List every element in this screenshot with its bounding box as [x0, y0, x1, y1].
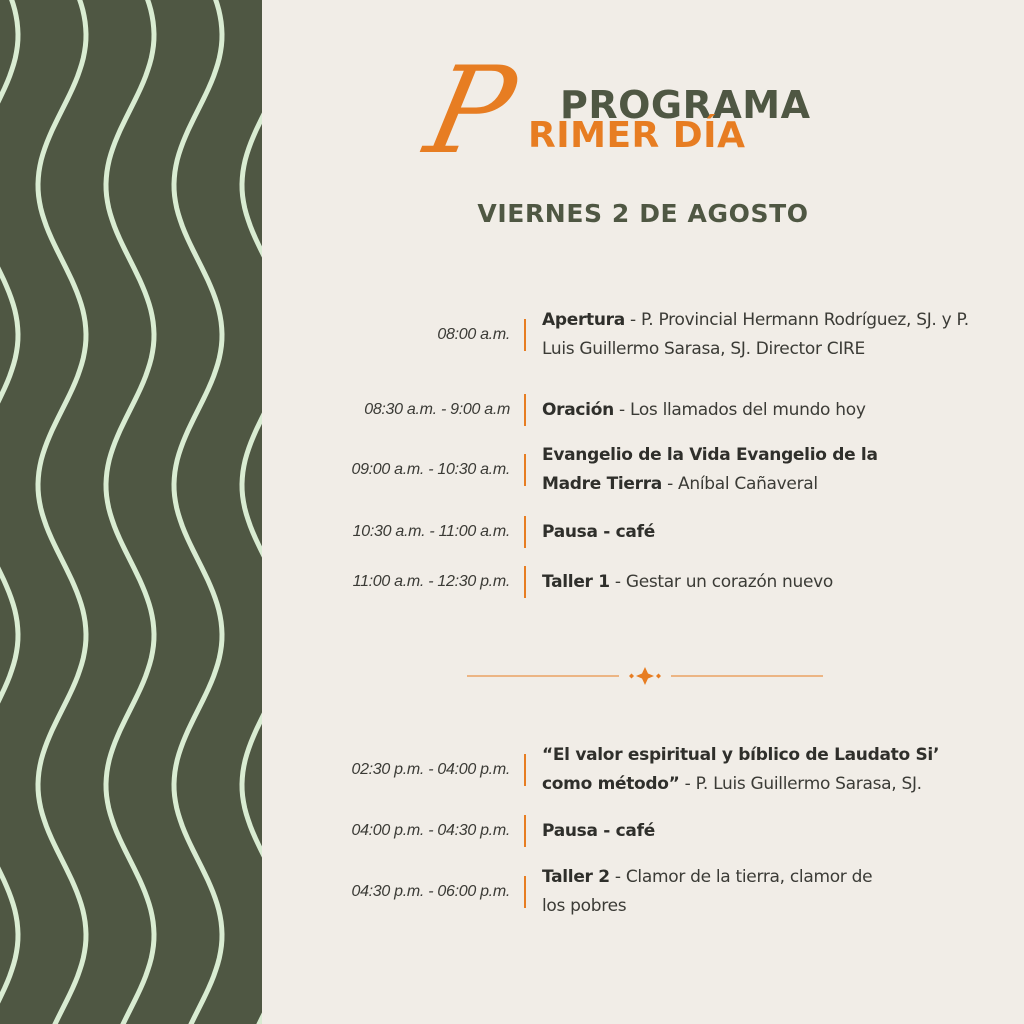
- wave-pattern-panel: [0, 0, 262, 1024]
- wave-line: [174, 0, 222, 1024]
- row-title: Pausa - café: [542, 521, 655, 542]
- row-detail: Aníbal Cañaveral: [678, 474, 818, 494]
- row-separator: -: [609, 867, 626, 887]
- wave-line: [242, 0, 262, 1024]
- schedule-row: [262, 567, 1024, 597]
- row-separator: -: [679, 774, 696, 794]
- row-description: [542, 396, 972, 425]
- row-title: “El valor espiritual y bíblico de Laudato Si’ como método”: [542, 745, 940, 794]
- row-description: [542, 568, 972, 597]
- row-title: Pausa - café: [542, 820, 655, 841]
- row-description: [542, 441, 914, 499]
- row-detail: Clamor de la tierra, clamor de los pobres: [542, 867, 873, 916]
- schedule-row: [262, 741, 1024, 799]
- row-separator: -: [661, 474, 679, 494]
- row-divider-bar: [524, 566, 526, 598]
- row-detail: Gestar un corazón nuevo: [625, 571, 833, 592]
- row-time: 08:00 a.m.: [437, 326, 510, 343]
- event-date: VIERNES 2 DE AGOSTO: [477, 199, 809, 228]
- row-separator: -: [613, 399, 630, 420]
- sparkle-divider-icon: [467, 666, 823, 686]
- schedule-row: [262, 292, 1024, 378]
- row-separator: -: [624, 310, 641, 330]
- row-divider-bar: [524, 319, 526, 351]
- row-title: Apertura: [542, 310, 625, 330]
- wave-line: [0, 0, 18, 1024]
- schedule-row: [262, 441, 1024, 499]
- row-divider-bar: [524, 815, 526, 847]
- wave-line: [106, 0, 154, 1024]
- row-time: 04:00 p.m. - 04:30 p.m.: [351, 822, 510, 839]
- script-letter-p: P: [415, 42, 526, 181]
- row-time: 04:30 p.m. - 06:00 p.m.: [351, 883, 510, 900]
- row-title: Taller 1: [542, 571, 610, 592]
- row-time: 11:00 a.m. - 12:30 p.m.: [352, 573, 510, 590]
- schedule-panel: [262, 0, 1024, 1024]
- row-title: Taller 2: [542, 867, 610, 887]
- row-time: 02:30 p.m. - 04:00 p.m.: [351, 761, 510, 778]
- wave-pattern: [0, 0, 262, 1024]
- row-description: [542, 518, 972, 547]
- schedule-row: [262, 395, 1024, 425]
- row-divider-bar: [524, 876, 526, 908]
- row-time: 10:30 a.m. - 11:00 a.m.: [352, 523, 510, 540]
- row-title: Evangelio de la Vida Evangelio de la Madre Tierra: [542, 445, 878, 494]
- program-title: PROGRAMA: [560, 83, 811, 127]
- program-header: [262, 42, 1024, 181]
- day-title: RIMER DÍA: [528, 115, 746, 156]
- wave-line: [38, 0, 86, 1024]
- row-time: 08:30 a.m. - 9:00 a.m: [364, 401, 510, 418]
- row-description: [542, 817, 972, 846]
- row-title: Oración: [542, 399, 614, 420]
- row-divider-bar: [524, 516, 526, 548]
- row-divider-bar: [524, 454, 526, 486]
- row-divider-bar: [524, 394, 526, 426]
- row-detail: P. Luis Guillermo Sarasa, SJ.: [695, 774, 922, 794]
- row-detail: Los llamados del mundo hoy: [629, 399, 866, 420]
- row-detail: P. Provincial Hermann Rodríguez, SJ. y P. Luis Guillermo Sarasa, SJ. Director CIRE: [542, 310, 969, 359]
- row-separator: -: [609, 571, 626, 592]
- schedule-row: [262, 517, 1024, 547]
- row-divider-bar: [524, 754, 526, 786]
- row-description: [542, 863, 882, 921]
- schedule-row: [262, 816, 1024, 846]
- schedule-row: [262, 863, 1024, 921]
- row-description: [542, 306, 972, 364]
- row-description: [542, 741, 972, 799]
- row-time: 09:00 a.m. - 10:30 a.m.: [351, 461, 510, 478]
